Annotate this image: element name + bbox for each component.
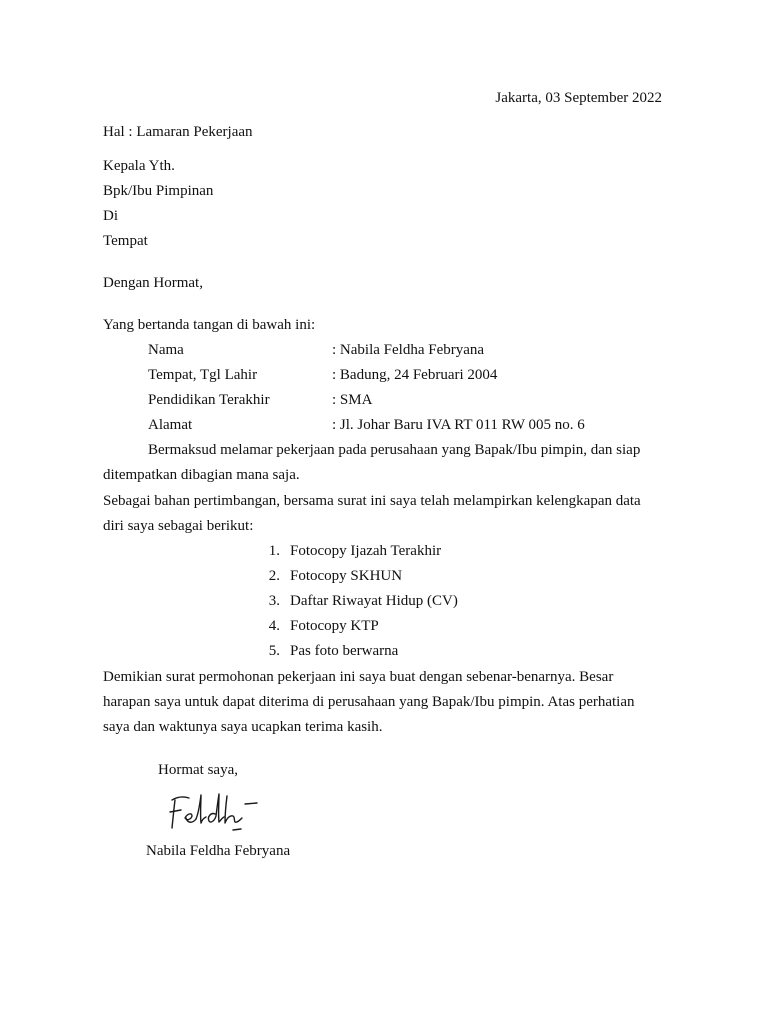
attachment-item: Fotocopy SKHUN [290,568,403,584]
attachment-number: 5. [268,643,280,659]
attachment-number: 2. [268,568,280,584]
detail-value: : Nabila Feldha Febryana [332,342,485,358]
letter-date: Jakarta, 03 September 2022 [495,90,662,106]
attachment-number: 1. [268,543,280,559]
closing-text: harapan saya untuk dapat diterima di perusahaan yang Bapak/Ibu pimpin. Atas perhatian [103,694,635,710]
salutation: Dengan Hormat, [103,275,203,291]
signature [165,790,265,838]
recipient-line: Tempat [103,233,148,249]
attachment-item: Fotocopy KTP [290,618,379,634]
detail-value: : Badung, 24 Februari 2004 [332,367,498,383]
signer-name: Nabila Feldha Febryana [146,843,291,859]
recipient-line: Kepala Yth. [103,158,175,174]
detail-label: Pendidikan Terakhir [148,392,270,408]
detail-label: Tempat, Tgl Lahir [148,367,258,383]
attachment-intro: Sebagai bahan pertimbangan, bersama surat ini saya telah melampirkan kelengkapan data [103,493,641,509]
attachment-item: Fotocopy Ijazah Terakhir [290,543,442,559]
purpose-text: Bermaksud melamar pekerjaan pada perusahaan yang Bapak/Ibu pimpin, dan siap [148,442,641,458]
detail-value: : Jl. Johar Baru IVA RT 011 RW 005 no. 6 [332,417,585,433]
attachment-item: Pas foto berwarna [290,643,399,659]
closing-text: Demikian surat permohonan pekerjaan ini saya buat dengan sebenar-benarnya. Besar [103,669,614,685]
attachment-item: Daftar Riwayat Hidup (CV) [290,593,458,609]
detail-label: Alamat [148,417,193,433]
attachment-intro: diri saya sebagai berikut: [103,518,254,534]
detail-label: Nama [148,342,184,358]
closing-text: saya dan waktunya saya ucapkan terima kasih. [103,719,383,735]
intro-text: Yang bertanda tangan di bawah ini: [103,317,316,333]
recipient-line: Bpk/Ibu Pimpinan [103,183,214,199]
attachment-number: 4. [268,618,280,634]
letter-subject: Hal : Lamaran Pekerjaan [103,124,253,140]
detail-value: : SMA [332,392,373,408]
attachment-number: 3. [268,593,280,609]
purpose-text: ditempatkan dibagian mana saja. [103,467,300,483]
regards-text: Hormat saya, [158,762,238,778]
recipient-line: Di [103,208,118,224]
